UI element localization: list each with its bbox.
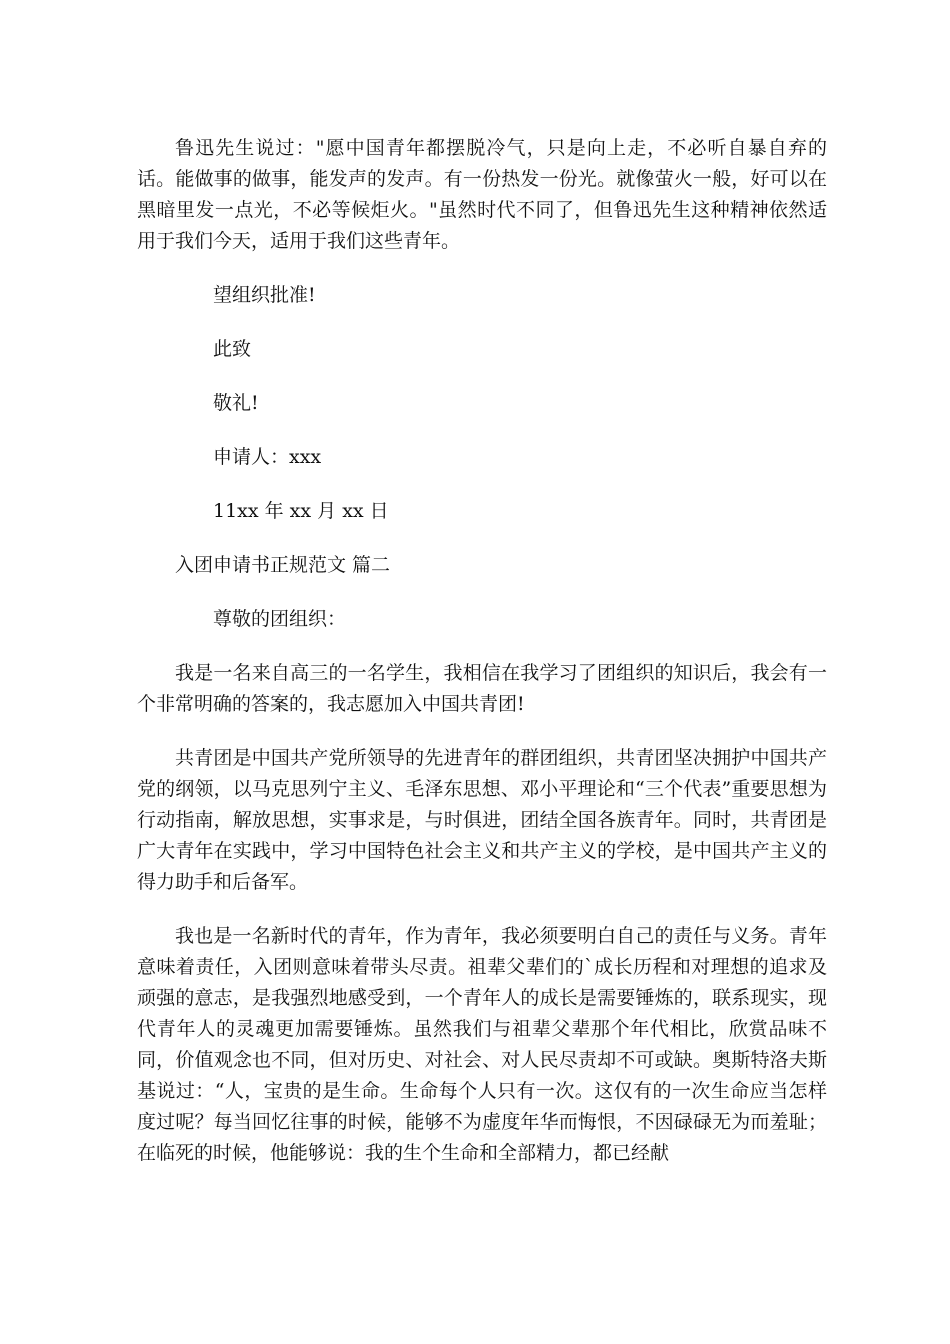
paragraph-youth-responsibility: 我也是一名新时代的青年，作为青年，我必须要明白自己的责任与义务。青年意味着责任，入团则意味着带头尽责。祖辈父辈们的`成长历程和对理想的追求及顽强的意志，是我强烈地感受到，一个青年人的成长是需要锤炼的，联系现实，现代青年人的灵魂更加需要锤炼。虽然我们与祖辈父辈那个年代相比，欣赏品味不同，价值观念也不同，但对历史、对社会、对人民尽责却不可或缺。奥斯特洛夫斯基说过：“人，宝贵的是生命。生命每个人只有一次。这仅有的一次生命应当怎样度过呢？每当回忆往事的时候，能够不为虚度年华而悔恨，不因碌碌无为而羞耻；在临死的时候，他能够说：我的生个生命和全部精力，都已经献 bbox=[137, 925, 827, 1164]
salutation: 尊敬的团组织： bbox=[213, 608, 347, 630]
applicant-signature: 申请人：xxx bbox=[213, 446, 322, 468]
paragraph-introduction: 我是一名来自高三的一名学生，我相信在我学习了团组织的知识后，我会有一个非常明确的答案的，我志愿加入中国共青团! bbox=[137, 662, 827, 715]
paragraph-lu-xun-quote: 鲁迅先生说过："愿中国青年都摆脱冷气，只是向上走，不必听自暴自弃的话。能做事的做事，能发声的发声。有一份热发一份光。就像萤火一般，好可以在黑暗里发一点光，不必等候炬火。"虽然时代不同了，但鲁迅先生这种精神依然适用于我们今天，适用于我们这些青年。 bbox=[137, 137, 827, 252]
paragraph-league-description: 共青团是中国共产党所领导的先进青年的群团组织，共青团坚决拥护中国共产党的纲领，以马克思列宁主义、毛泽东思想、邓小平理论和“三个代表”重要思想为行动指南，解放思想，实事求是，与时俱进，团结全国各族青年。同时，共青团是广大青年在实践中，学习中国特色社会主义和共产主义的学校，是中国共产主义的得力助手和后备军。 bbox=[137, 747, 827, 893]
document-body bbox=[137, 133, 827, 1192]
application-date: 11xx 年 xx 月 xx 日 bbox=[213, 500, 389, 522]
section-title: 入团申请书正规范文 篇二 bbox=[175, 554, 391, 576]
closing-jing-li: 敬礼! bbox=[213, 392, 259, 414]
approval-request: 望组织批准! bbox=[213, 284, 316, 306]
closing-ci-zhi: 此致 bbox=[213, 338, 252, 360]
